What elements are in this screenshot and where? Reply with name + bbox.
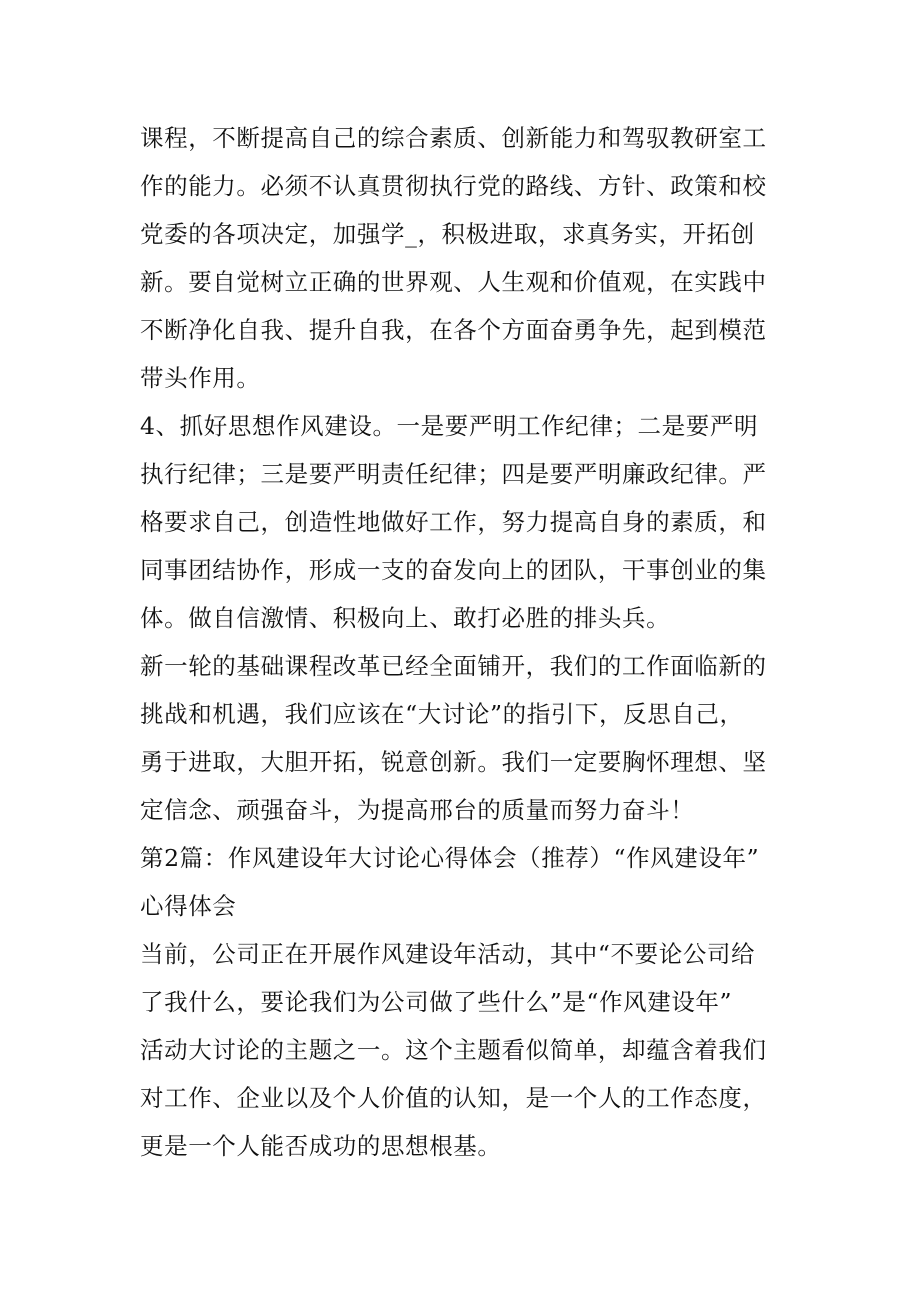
section-heading: 第2篇：作风建设年大讨论心得体会（推荐）“作风建设年” <box>140 844 760 872</box>
text-line: 勇于进取，大胆开拓，锐意创新。我们一定要胸怀理想、坚 <box>140 748 767 776</box>
text-line: 执行纪律；三是要严明责任纪律；四是要严明廉政纪律。严 <box>140 460 767 488</box>
text-line: 不断净化自我、提升自我，在各个方面奋勇争先，起到模范 <box>140 316 767 344</box>
text-line: 更是一个人能否成功的思想根基。 <box>140 1132 502 1160</box>
section-heading: 心得体会 <box>140 892 237 920</box>
text-line: 新。要自觉树立正确的世界观、人生观和价值观，在实践中 <box>140 268 767 296</box>
text-line: 体。做自信激情、积极向上、敢打必胜的排头兵。 <box>140 604 671 632</box>
text-line: 定信念、顽强奋斗，为提高邢台的质量而努力奋斗！ <box>140 796 695 824</box>
text-line: 带头作用。 <box>140 364 261 392</box>
text-line: 党委的各项决定，加强学_，积极进取，求真务实，开拓创 <box>140 220 755 248</box>
text-line: 挑战和机遇，我们应该在“大讨论”的指引下，反思自己， <box>140 700 744 728</box>
text-line: 课程，不断提高自己的综合素质、创新能力和驾驭教研室工 <box>140 124 767 152</box>
text-line: 新一轮的基础课程改革已经全面铺开，我们的工作面临新的 <box>140 652 767 680</box>
document-body <box>140 114 790 1170</box>
text-line: 活动大讨论的主题之一。这个主题看似简单，却蕴含着我们 <box>140 1036 767 1064</box>
text-line: 4、抓好思想作风建设。一是要严明工作纪律；二是要严明 <box>140 412 759 440</box>
text-line: 作的能力。必须不认真贯彻执行党的路线、方针、政策和校 <box>140 172 767 200</box>
text-line: 了我什么，要论我们为公司做了些什么”是“作风建设年” <box>140 988 733 1016</box>
text-line: 格要求自己，创造性地做好工作，努力提高自身的素质，和 <box>140 508 767 536</box>
text-line: 对工作、企业以及个人价值的认知，是一个人的工作态度， <box>140 1084 767 1112</box>
text-line: 当前，公司正在开展作风建设年活动，其中“不要论公司给 <box>140 940 756 968</box>
text-line: 同事团结协作，形成一支的奋发向上的团队，干事创业的集 <box>140 556 767 584</box>
